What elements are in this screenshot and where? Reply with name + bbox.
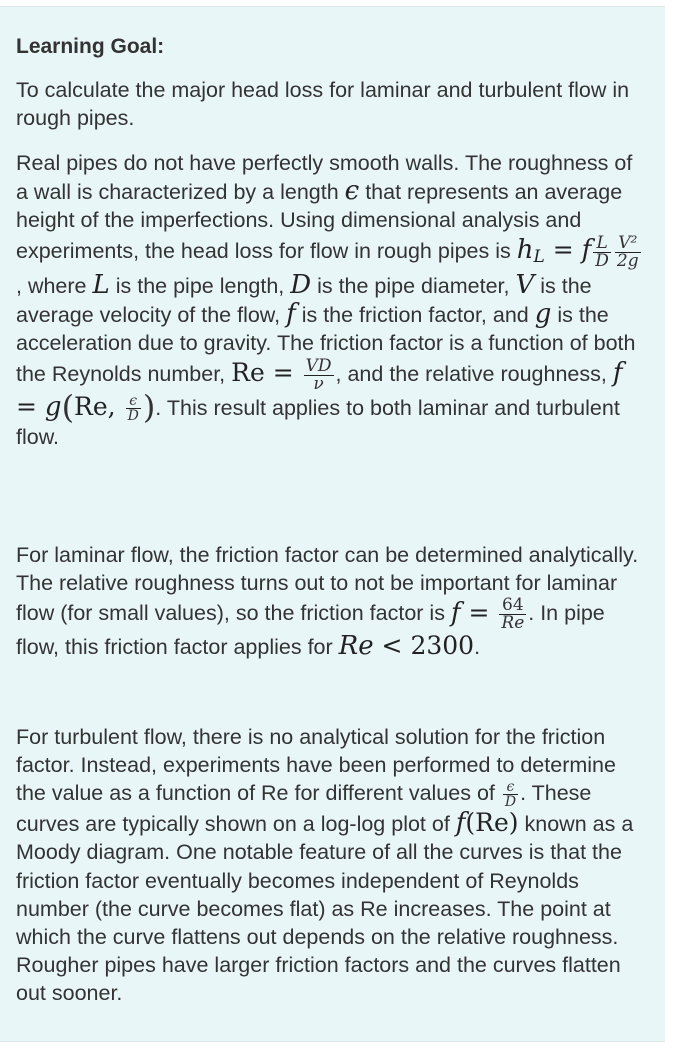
math-operator: = [460, 597, 498, 627]
text-segment: is the acceleration due to gravity. The friction factor is a function of both the Reynolds number, [16, 303, 636, 386]
fraction-eps-over-d [503, 780, 518, 809]
math-var: f [455, 808, 466, 839]
math-var: Re [338, 631, 374, 662]
math-var: f [286, 299, 296, 330]
fraction-eps-over-d [126, 394, 141, 423]
paragraph-roughness [16, 149, 646, 452]
math-var: g [534, 299, 552, 330]
text-segment: , where [16, 273, 93, 298]
fraction-numerator: 64 [499, 597, 526, 615]
text-segment: is the pipe diameter, [311, 273, 516, 298]
math-var: f [450, 597, 461, 628]
math-var: f [612, 357, 623, 388]
fraction-denominator: D [127, 408, 139, 425]
learning-goal-heading: Learning Goal: [16, 35, 165, 58]
head-loss-equation [516, 232, 643, 271]
math-operator: = [544, 234, 582, 264]
fraction-vd-over-nu [304, 355, 334, 394]
fraction-numerator: L [593, 235, 611, 253]
text-segment: that represents an average height of the imperfections. Using dimensional analysis and experiments, the head loss for flow in rough pipes is [16, 180, 623, 263]
text-segment: . These curves are typically shown on a log-log plot of [16, 781, 592, 837]
text-segment: . [474, 635, 481, 660]
text-segment: . This result applies to both laminar and turbulent flow. [16, 395, 620, 450]
math-var: Re [74, 391, 108, 421]
fraction-numerator: ϵ [126, 394, 141, 409]
math-paren: ) [142, 387, 156, 426]
fraction-numerator: VD [305, 355, 332, 376]
math-paren: ( [61, 387, 75, 426]
fraction-l-over-d [593, 232, 611, 271]
friction-of-re [455, 808, 519, 839]
fraction-64-over-re [499, 597, 526, 632]
text-segment: is the average velocity of the flow, [16, 273, 592, 328]
text-segment: Real pipes do not have perfectly smooth walls. The roughness of a wall is characterized by a length [16, 151, 633, 205]
math-var: f [581, 234, 592, 265]
math-var: V [515, 269, 535, 300]
fraction-denominator: Re [501, 613, 525, 634]
math-operator: , [107, 391, 124, 421]
text-segment: known as a Moody diagram. One notable feature of all the curves is that the friction factor eventually becomes independent of Reynolds number (the curve becomes flat) as Re increases. The point at which the curve flattens out depends on the relative roughness. Rougher pipes have larger friction factors and the curves flatten out sooner. [16, 812, 634, 1006]
math-subscript: L [533, 246, 545, 267]
math-var: D [290, 269, 312, 300]
fraction-denominator: D [595, 250, 609, 271]
math-var: L [92, 269, 110, 300]
fraction-denominator: ν [313, 373, 324, 394]
math-var: g [44, 391, 62, 422]
laminar-friction-equation [450, 595, 528, 634]
math-var: Re [231, 357, 265, 387]
fraction-numerator: ϵ [503, 780, 518, 795]
reynolds-equation [231, 355, 335, 394]
laminar-limit [338, 631, 475, 662]
text-segment: , and the relative roughness, [335, 361, 613, 386]
text-segment: is the friction factor, and [295, 303, 535, 328]
math-operator: < 2300 [373, 631, 475, 661]
math-operator: = [264, 357, 302, 387]
text-segment: is the pipe length, [109, 273, 291, 298]
fraction-v2-over-2g [615, 232, 641, 271]
math-var: h [516, 234, 534, 265]
learning-goal-intro: To calculate the major head loss for laminar and turbulent flow in rough pipes. [16, 78, 630, 131]
paragraph-laminar [16, 541, 646, 662]
paragraph-turbulent [16, 723, 646, 1008]
text-segment: . In pipe flow, this friction factor applies for [16, 601, 605, 660]
math-operator: = [16, 391, 45, 421]
fraction-numerator: V² [615, 235, 641, 253]
text-segment: For turbulent flow, there is no analytical solution for the friction factor. Instead, experiments have been performed to determine the value as a function of Re for different values of [16, 725, 616, 806]
epsilon-symbol: ϵ [344, 176, 360, 207]
text-segment: For laminar flow, the friction factor can be determined analytically. The relative roughness turns out to not be important for laminar flow (for small values), so the friction factor is [16, 543, 639, 626]
fraction-denominator: D [504, 794, 517, 811]
math-var: (Re) [465, 808, 519, 838]
learning-goal-panel [0, 6, 665, 1042]
fraction-denominator: 2g [616, 250, 639, 271]
